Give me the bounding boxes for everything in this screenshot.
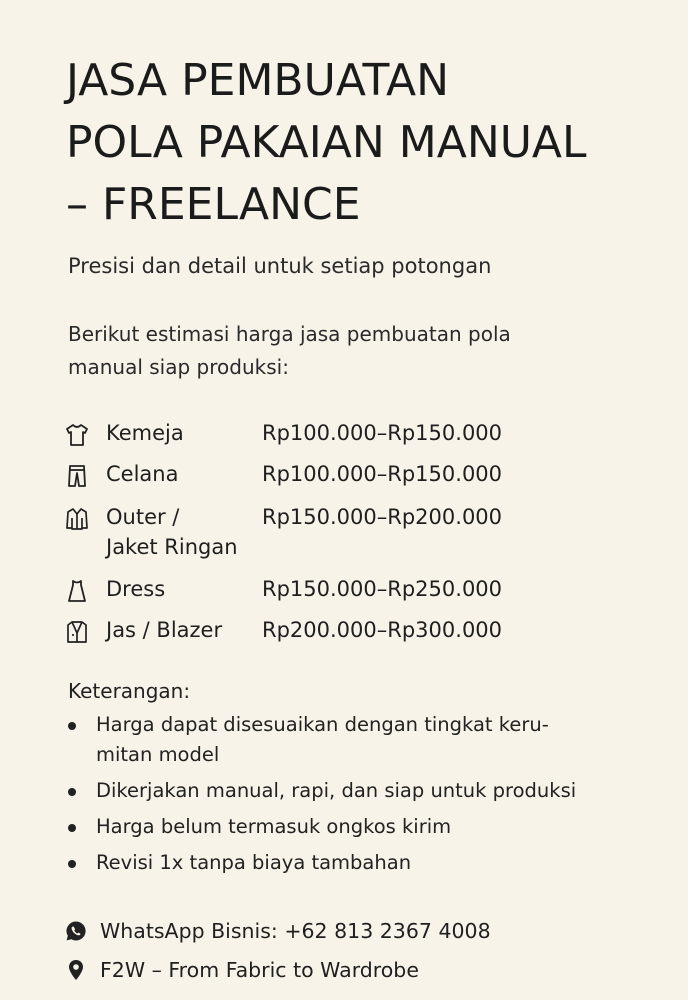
note-line: Harga dapat disesuaikan dengan tingkat keru- (96, 713, 549, 736)
shirt-icon (64, 422, 90, 448)
item-price: Rp200.000–Rp300.000 (262, 618, 503, 642)
jacket-icon (64, 506, 90, 532)
item-name: Celana (106, 462, 179, 486)
intro-text (68, 318, 628, 384)
item-name: Kemeja (106, 421, 184, 445)
item-price: Rp150.000–Rp200.000 (262, 505, 503, 529)
notes-title: Keterangan: (68, 679, 191, 703)
note-item (66, 710, 666, 770)
item-name-line-1: Outer / (106, 505, 180, 529)
item-price: Rp100.000–Rp150.000 (262, 421, 503, 445)
note-line: Dikerjakan manual, rapi, dan siap untuk produksi (96, 779, 577, 802)
location-contact (64, 955, 664, 987)
item-price: Rp100.000–Rp150.000 (262, 462, 503, 486)
pants-icon (64, 463, 90, 489)
item-name: Dress (106, 577, 166, 601)
bullet-icon (68, 788, 76, 796)
intro-line-2: manual siap produksi: (68, 355, 289, 379)
item-name: Jas / Blazer (106, 618, 223, 642)
bullet-icon (68, 722, 76, 730)
page-title (66, 50, 676, 236)
title-line-3: – FREELANCE (66, 179, 361, 230)
blazer-icon (64, 619, 90, 645)
note-line: Revisi 1x tanpa biaya tambahan (96, 851, 412, 874)
notes-list (66, 710, 666, 884)
title-line-2: POLA PAKAIAN MANUAL (66, 117, 587, 168)
subtitle: Presisi dan detail untuk setiap potongan (68, 254, 492, 278)
note-line: mitan model (96, 743, 220, 766)
note-item (66, 776, 666, 806)
dress-icon (64, 578, 90, 604)
location-pin-icon (64, 958, 88, 982)
whatsapp-icon (64, 919, 88, 943)
bullet-icon (68, 824, 76, 832)
note-item (66, 848, 666, 878)
title-line-1: JASA PEMBUATAN (66, 55, 449, 106)
location-text: F2W – From Fabric to Wardrobe (100, 958, 419, 982)
intro-line-1: Berikut estimasi harga jasa pembuatan pola (68, 322, 511, 346)
whatsapp-contact[interactable] (64, 916, 664, 948)
item-price: Rp150.000–Rp250.000 (262, 577, 503, 601)
item-name (106, 502, 266, 562)
note-item (66, 812, 666, 842)
whatsapp-text: WhatsApp Bisnis: +62 813 2367 4008 (100, 919, 491, 943)
item-name-line-2: Jaket Ringan (106, 535, 238, 559)
note-line: Harga belum termasuk ongkos kirim (96, 815, 452, 838)
bullet-icon (68, 860, 76, 868)
